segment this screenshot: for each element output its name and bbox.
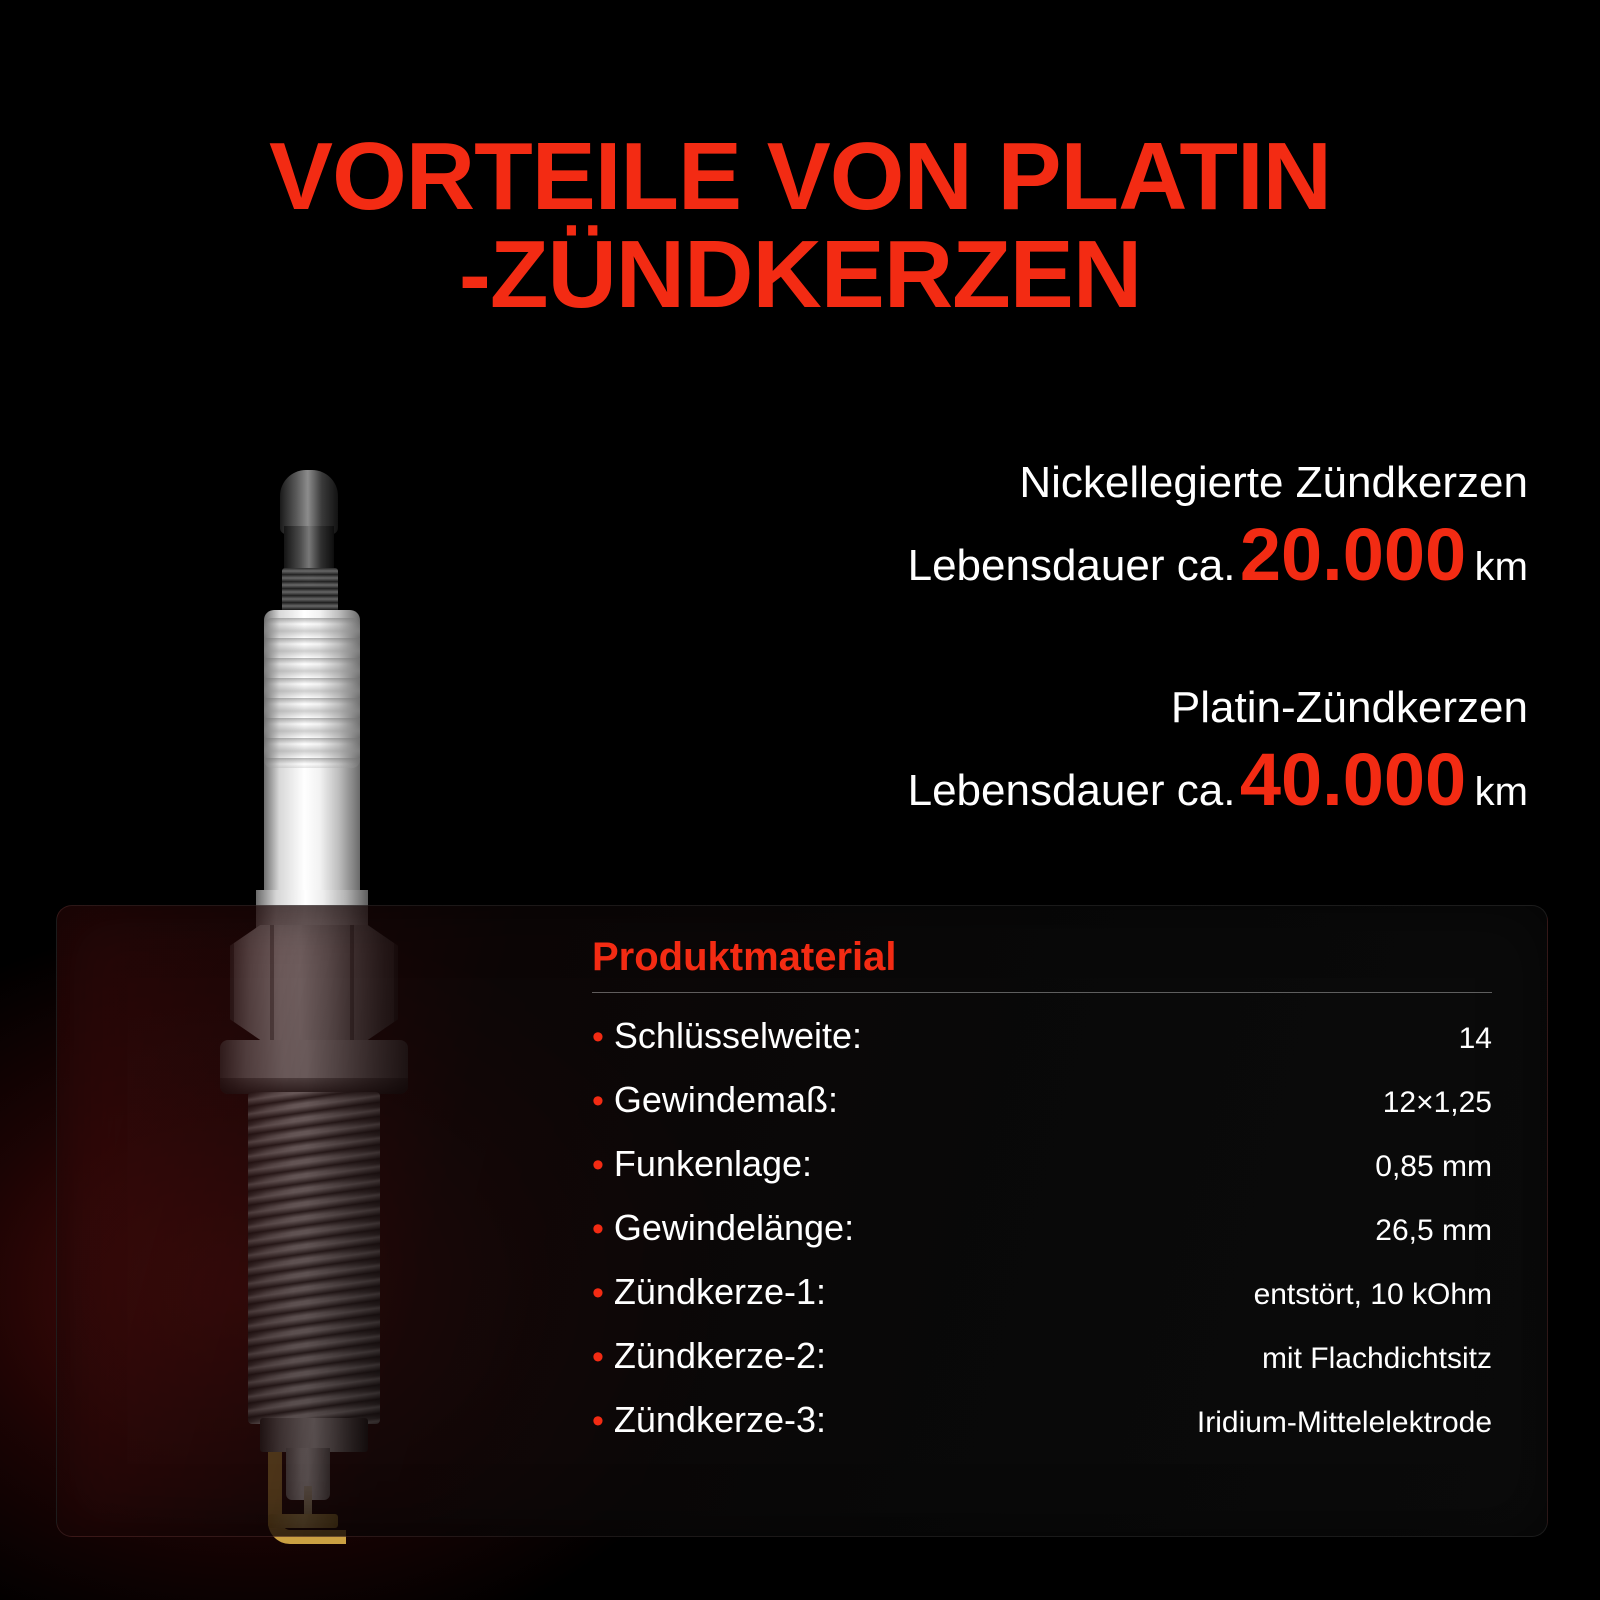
- spec-value: 0,85 mm: [1375, 1150, 1492, 1183]
- headline-line-2: -ZÜNDKERZEN: [458, 220, 1142, 328]
- headline-line-1: VORTEILE VON PLATIN: [269, 123, 1331, 230]
- bullet-icon: •: [592, 1210, 604, 1248]
- spec-key-group: [592, 1271, 826, 1313]
- bullet-icon: •: [592, 1146, 604, 1184]
- spec-panel-content: [592, 935, 1492, 1463]
- spec-panel-divider: [592, 992, 1492, 993]
- page-title: [0, 123, 1600, 328]
- lifespan-line-nickel: [688, 513, 1528, 596]
- spec-key-group: [592, 1399, 826, 1441]
- lifespan-group-platin: [688, 680, 1528, 819]
- plug-terminal-nut: [280, 470, 338, 534]
- spec-key-group: [592, 1335, 826, 1377]
- bullet-icon: •: [592, 1402, 604, 1440]
- spec-panel-title: Produktmaterial: [592, 935, 897, 979]
- lifespan-unit-platin: km: [1474, 769, 1528, 814]
- spec-key-label: Zündkerze-2:: [613, 1335, 827, 1376]
- lifespan-label-platin: Lebensdauer ca.: [907, 765, 1236, 815]
- bullet-icon: •: [592, 1338, 604, 1376]
- spec-key-group: [592, 1015, 862, 1057]
- list-item: [592, 1335, 1492, 1377]
- plug-stem-rings: [282, 568, 338, 614]
- spec-key-label: Gewindelänge:: [613, 1207, 855, 1248]
- spec-key-label: Gewindemaß:: [613, 1079, 838, 1120]
- lifespan-value-platin: 40.000: [1239, 737, 1467, 821]
- lifespan-value-nickel: 20.000: [1239, 513, 1467, 596]
- list-item: [592, 1207, 1492, 1249]
- spec-value: mit Flachdichtsitz: [1261, 1342, 1492, 1375]
- spec-key-group: [592, 1143, 812, 1185]
- lifespan-unit-nickel: km: [1474, 545, 1528, 589]
- list-item: [592, 1015, 1492, 1057]
- spec-value: 26,5 mm: [1375, 1214, 1492, 1247]
- spec-value: 12×1,25: [1382, 1086, 1492, 1119]
- list-item: [592, 1143, 1492, 1185]
- bullet-icon: •: [592, 1274, 604, 1312]
- spec-key-label: Funkenlage:: [613, 1143, 813, 1184]
- spec-key-label: Zündkerze-1:: [613, 1271, 827, 1312]
- spec-key-group: [592, 1207, 854, 1249]
- lifespan-comparison: [688, 455, 1528, 904]
- lifespan-title-nickel: Nickellegierte Zündkerzen: [1019, 458, 1528, 507]
- bullet-icon: •: [592, 1082, 604, 1120]
- plug-insulator-ribs: [264, 618, 360, 768]
- lifespan-title-platin: Platin-Zündkerzen: [1170, 682, 1528, 732]
- spec-list: [592, 1015, 1492, 1441]
- lifespan-group-nickel: [688, 455, 1528, 594]
- spec-value: Iridium-Mittelelektrode: [1196, 1406, 1492, 1439]
- spec-value: 14: [1458, 1022, 1492, 1055]
- list-item: [592, 1399, 1492, 1441]
- list-item: [592, 1271, 1492, 1313]
- lifespan-line-platin: [688, 737, 1528, 821]
- spec-key-label: Schlüsselweite:: [613, 1015, 863, 1056]
- lifespan-label-nickel: Lebensdauer ca.: [907, 541, 1236, 590]
- list-item: [592, 1079, 1492, 1121]
- spec-key-group: [592, 1079, 838, 1121]
- spec-key-label: Zündkerze-3:: [613, 1399, 827, 1440]
- bullet-icon: •: [592, 1018, 604, 1056]
- spec-value: entstört, 10 kOhm: [1253, 1278, 1492, 1311]
